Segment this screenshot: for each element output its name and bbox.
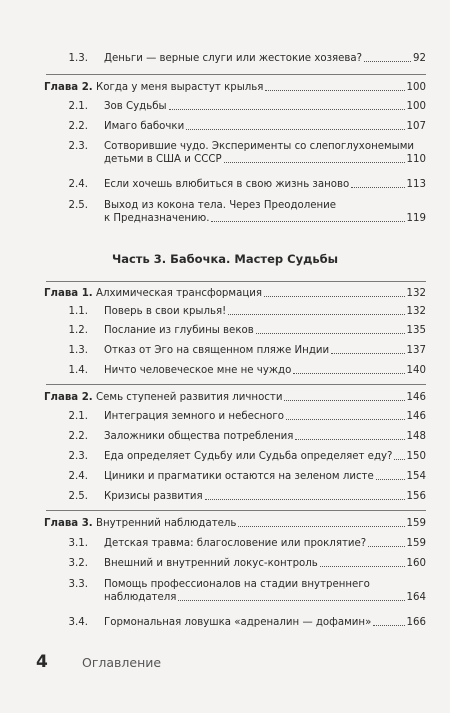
entry-page: 146 bbox=[406, 392, 426, 403]
entry-page: 146 bbox=[406, 411, 426, 422]
entry-page: 132 bbox=[406, 288, 426, 299]
chapter-number: Глава 3. bbox=[44, 518, 93, 529]
entry-title: Зов Судьбы bbox=[104, 101, 167, 112]
entry-page: 107 bbox=[406, 121, 426, 132]
entry-number: 2.2. bbox=[68, 431, 88, 442]
entry-title-line1: Сотворившие чудо. Эксперименты со слепоглухонемыми bbox=[104, 141, 415, 152]
entry-number: 3.4. bbox=[68, 617, 88, 628]
entry-page: 113 bbox=[406, 179, 426, 190]
entry-title-line2: детьми в США и СССР bbox=[104, 154, 222, 165]
entry-page: 156 bbox=[406, 491, 426, 502]
entry-page: 132 bbox=[406, 306, 426, 317]
entry-number: 3.1. bbox=[68, 538, 88, 549]
chapter-number: Глава 2. bbox=[44, 82, 93, 93]
entry-number: 2.4. bbox=[68, 179, 88, 190]
entry-number: 2.3. bbox=[68, 451, 88, 462]
entry-page: 166 bbox=[406, 617, 426, 628]
entry-title-line1: Помощь профессионалов на стадии внутреннего bbox=[104, 579, 370, 590]
entry-page: 159 bbox=[406, 518, 426, 529]
page-number: 4 bbox=[36, 652, 48, 672]
entry-page: 137 bbox=[406, 345, 426, 356]
divider bbox=[46, 281, 426, 282]
divider bbox=[46, 74, 426, 75]
entry-title: Отказ от Эго на священном пляже Индии bbox=[104, 345, 330, 356]
part-title: Часть 3. Бабочка. Мастер Судьбы bbox=[111, 252, 339, 266]
entry-title: Внешний и внутренний локус-контроль bbox=[104, 558, 318, 569]
entry-page: 159 bbox=[406, 538, 426, 549]
entry-title: Еда определяет Судьбу или Судьба определяет еду? bbox=[104, 451, 393, 462]
entry-title: Послание из глубины веков bbox=[104, 325, 254, 336]
entry-title-line2: наблюдателя bbox=[104, 592, 177, 603]
entry-title: Если хочешь влюбиться в свою жизнь заново bbox=[104, 179, 350, 190]
entry-number: 1.2. bbox=[68, 325, 88, 336]
entry-number: 2.4. bbox=[68, 471, 88, 482]
entry-page: 154 bbox=[406, 471, 426, 482]
entry-number: 1.3. bbox=[68, 345, 88, 356]
entry-page: 100 bbox=[406, 82, 426, 93]
entry-title: Гормональная ловушка «адреналин — дофамин» bbox=[104, 617, 372, 628]
entry-number: 3.2. bbox=[68, 558, 88, 569]
chapter-title: Алхимическая трансформация bbox=[96, 288, 263, 299]
entry-page: 110 bbox=[406, 154, 426, 165]
entry-number: 3.3. bbox=[68, 579, 88, 590]
entry-title: Имаго бабочки bbox=[104, 121, 185, 132]
entry-title: Деньги — верные слуги или жестокие хозяева? bbox=[104, 53, 363, 64]
entry-page: 92 bbox=[413, 53, 426, 64]
entry-page: 160 bbox=[406, 558, 426, 569]
entry-title: Интеграция земного и небесного bbox=[104, 411, 284, 422]
entry-page: 135 bbox=[406, 325, 426, 336]
entry-title: Поверь в свои крылья! bbox=[104, 306, 227, 317]
entry-title: Циники и прагматики остаются на зеленом листе bbox=[104, 471, 374, 482]
entry-number: 1.3. bbox=[68, 53, 88, 64]
entry-number: 2.1. bbox=[68, 101, 88, 112]
chapter-title: Когда у меня вырастут крылья bbox=[96, 82, 264, 93]
entry-page: 119 bbox=[406, 213, 426, 224]
chapter-number: Глава 1. bbox=[44, 288, 93, 299]
entry-number: 1.4. bbox=[68, 365, 88, 376]
entry-title: Заложники общества потребления bbox=[104, 431, 294, 442]
chapter-title: Внутренний наблюдатель bbox=[96, 518, 237, 529]
entry-title-line1: Выход из кокона тела. Через Преодоление bbox=[104, 200, 337, 211]
entry-page: 148 bbox=[406, 431, 426, 442]
entry-number: 2.5. bbox=[68, 200, 88, 211]
entry-title-line2: к Предназначению. bbox=[104, 213, 210, 224]
chapter-number: Глава 2. bbox=[44, 392, 93, 403]
running-footer: Оглавление bbox=[82, 655, 162, 670]
entry-title: Детская травма: благословение или проклятие? bbox=[104, 538, 367, 549]
entry-number: 2.1. bbox=[68, 411, 88, 422]
entry-page: 150 bbox=[406, 451, 426, 462]
entry-title: Кризисы развития bbox=[104, 491, 203, 502]
entry-number: 2.2. bbox=[68, 121, 88, 132]
divider bbox=[46, 384, 426, 385]
chapter-title: Семь ступеней развития личности bbox=[96, 392, 283, 403]
divider bbox=[46, 510, 426, 511]
entry-title: Ничто человеческое мне не чуждо bbox=[104, 365, 292, 376]
entry-number: 2.5. bbox=[68, 491, 88, 502]
entry-page: 100 bbox=[406, 101, 426, 112]
entry-number: 2.3. bbox=[68, 141, 88, 152]
entry-page: 140 bbox=[406, 365, 426, 376]
entry-number: 1.1. bbox=[68, 306, 88, 317]
entry-page: 164 bbox=[406, 592, 426, 603]
